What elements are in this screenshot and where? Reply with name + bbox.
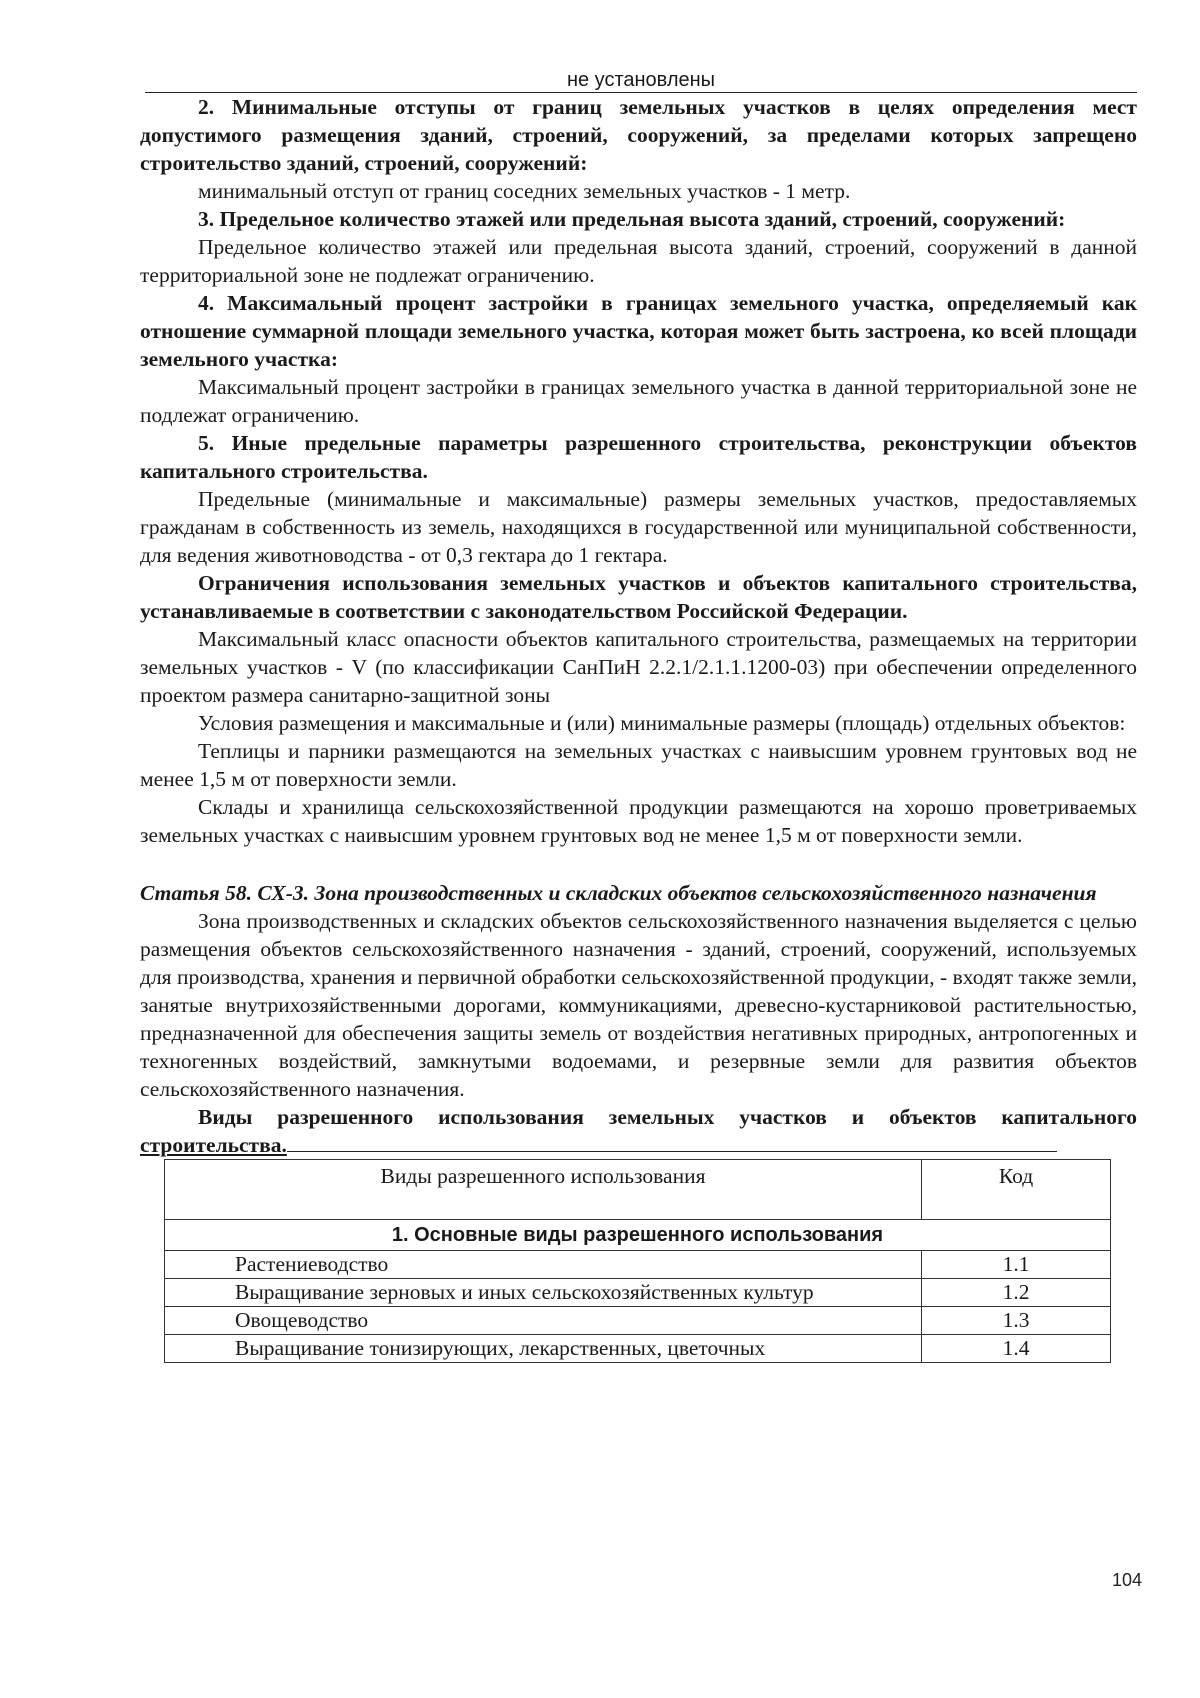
restrictions-paragraph-3: Теплицы и парники размещаются на земельных участках с наивысшим уровнем грунтовых вод не менее 1,5 м от поверхности земли. — [140, 739, 1137, 791]
row-name: Выращивание тонизирующих, лекарственных, цветочных — [165, 1335, 922, 1363]
restrictions-paragraph-2: Условия размещения и максимальные и (или) минимальные размеры (площадь) отдельных объектов: — [198, 711, 1126, 735]
row-name: Овощеводство — [165, 1307, 922, 1335]
table-row — [165, 1307, 1111, 1335]
section-3-heading: 3. Предельное количество этажей или предельная высота зданий, строений, сооружений: — [198, 207, 1066, 231]
row-code: 1.1 — [922, 1251, 1111, 1279]
article-58-title: Статья 58. СХ-3. Зона производственных и складских объектов сельскохозяйственного назначения — [140, 881, 1097, 905]
spacer — [140, 849, 1137, 879]
row-code: 1.4 — [922, 1335, 1111, 1363]
table-row — [165, 1335, 1111, 1363]
section-5-heading: 5. Иные предельные параметры разрешенного строительства, реконструкции объектов капитального строительства. — [140, 431, 1137, 483]
table-section-title: 1. Основные виды разрешенного использования — [165, 1220, 1111, 1251]
section-3-text: Предельное количество этажей или предельная высота зданий, строений, сооружений в данной территориальной зоне не подлежат ограничению. — [140, 235, 1137, 287]
section-4-heading: 4. Максимальный процент застройки в границах земельного участка, определяемый как отношение суммарной площади земельного участка, которая может быть застроена, ко всей площади земельного участка: — [140, 291, 1137, 371]
section-5-text: Предельные (минимальные и максимальные) размеры земельных участков, предоставляемых гражданам в собственность из земель, находящихся в государственной или муниципальной собственности, для ведения животноводства - от 0,3 гектара до 1 гектара. — [140, 487, 1137, 567]
article-58-text: Зона производственных и складских объектов сельскохозяйственного назначения выделяется с целью размещения объектов сельскохозяйственного назначения - зданий, строений, сооружений, используемых для производства, хранения и первичной обработки сельскохозяйственной продукции, - входят также земли, занятые внутрихозяйственными дорогами, коммуникациями, древесно-кустарниковой растительностью, предназначенной для обеспечения защиты земель от воздействия негативных природных, антропогенных и техногенных воздействий, замкнутыми водоемами, и резервные земли для развития объектов сельскохозяйственного назначения. — [140, 909, 1137, 1101]
section-2-text: минимальный отступ от границ соседних земельных участков - 1 метр. — [198, 179, 851, 203]
section-4-text: Максимальный процент застройки в границах земельного участка в данной территориальной зоне не подлежат ограничению. — [140, 375, 1137, 427]
table-section-row — [165, 1220, 1111, 1251]
underline-rule — [287, 1133, 1057, 1152]
restrictions-paragraph-4: Склады и хранилища сельскохозяйственной продукции размещаются на хорошо проветриваемых земельных участках с наивысшим уровнем грунтовых вод не менее 1,5 м от поверхности земли. — [140, 795, 1137, 847]
permitted-uses-heading: Виды разрешенного использования земельных участков и объектов капитального строительства. — [140, 1105, 1137, 1157]
table-header-row — [165, 1160, 1111, 1220]
section-2-heading: 2. Минимальные отступы от границ земельных участков в целях определения мест допустимого размещения зданий, строений, сооружений, за пределами которых запрещено строительство зданий, строений, сооружений: — [140, 95, 1137, 175]
permitted-uses-table — [164, 1159, 1111, 1363]
column-header-name: Виды разрешенного использования — [165, 1160, 922, 1220]
restrictions-paragraph-1: Максимальный класс опасности объектов капитального строительства, размещаемых на территории земельных участков - V (по классификации СанПиН 2.2.1/2.1.1.1200-03) при обеспечении определенного проектом размера санитарно-защитной зоны — [140, 627, 1137, 707]
restrictions-heading: Ограничения использования земельных участков и объектов капитального строительства, устанавливаемые в соответствии с законодательством Российской Федерации. — [140, 571, 1137, 623]
page-number: 104 — [1112, 1570, 1143, 1590]
top-line: не установлены — [145, 68, 1137, 93]
row-code: 1.3 — [922, 1307, 1111, 1335]
row-name: Выращивание зерновых и иных сельскохозяйственных культур — [165, 1279, 922, 1307]
column-header-code: Код — [922, 1160, 1111, 1220]
row-name: Растениеводство — [165, 1251, 922, 1279]
document-page — [140, 68, 1137, 1363]
table-row — [165, 1279, 1111, 1307]
row-code: 1.2 — [922, 1279, 1111, 1307]
table-row — [165, 1251, 1111, 1279]
